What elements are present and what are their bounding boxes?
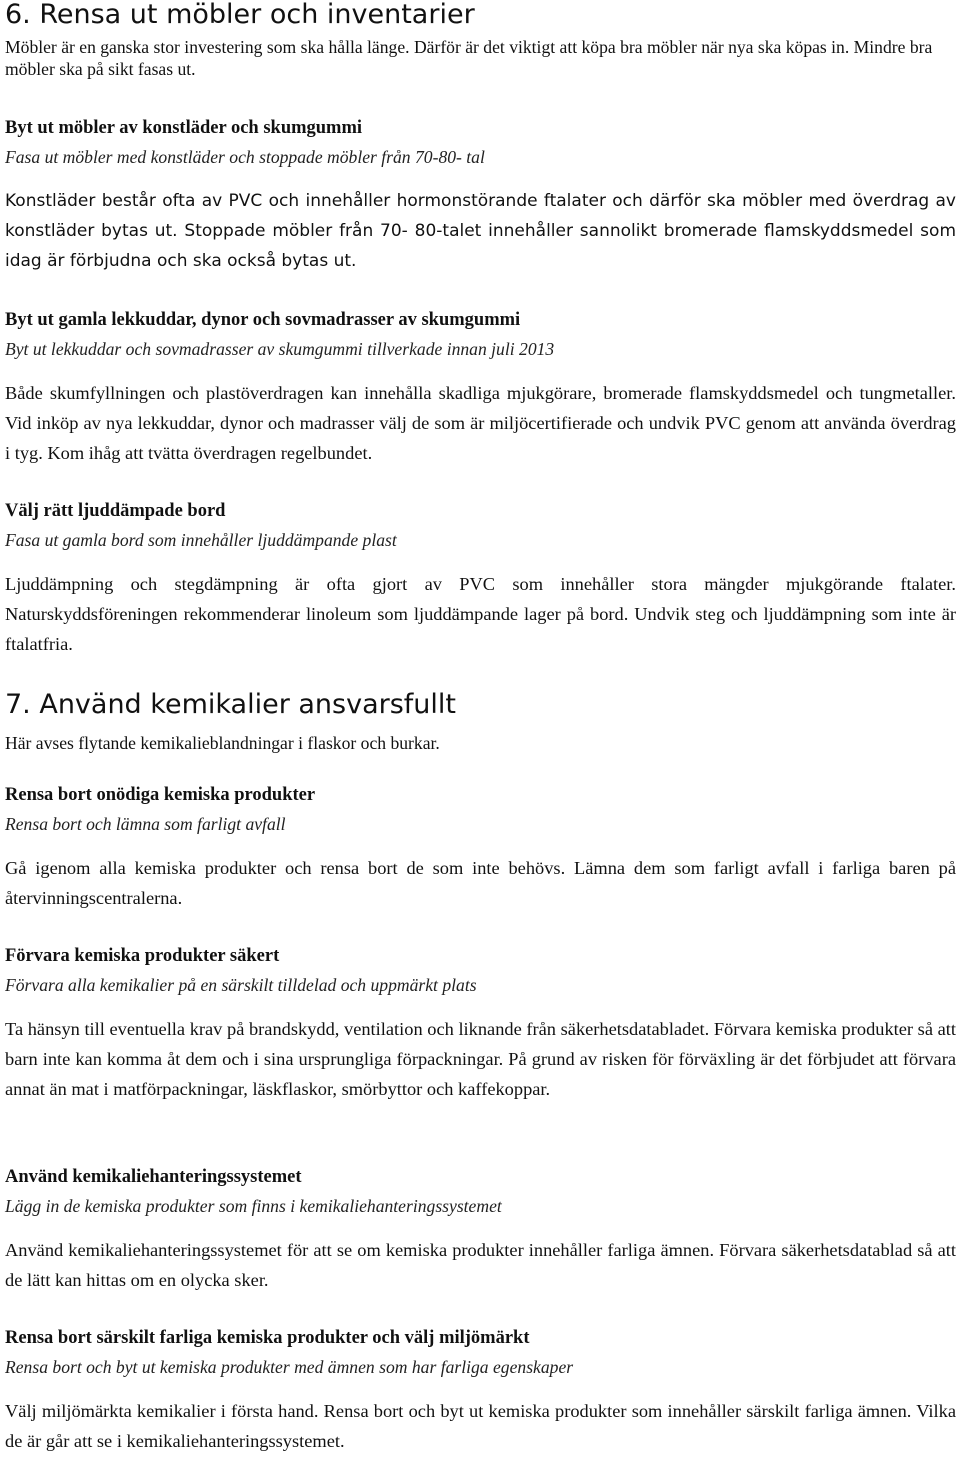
subsection-subtitle: Byt ut lekkuddar och sovmadrasser av skumgummi tillverkade innan juli 2013 bbox=[5, 339, 555, 359]
subsection-body: Välj miljömärkta kemikalier i första hand. Rensa bort och byt ut kemiska produkter som innehåller särskilt farliga ämnen. Vilka de är går att se i kemikaliehanteringssystemet. bbox=[5, 1401, 956, 1451]
subsection-konstlader bbox=[5, 117, 956, 276]
section-6-heading: 6. Rensa ut möbler och inventarier bbox=[5, 0, 475, 30]
subsection-body: Både skumfyllningen och plastöverdragen kan innehålla skadliga mjukgörare, bromerade flamskyddsmedel och tungmetaller. Vid inköp av nya lekkuddar, dynor och madrasser välj de som är miljöcertifierade och undvik PVC genom att använda överdrag i tyg. Kom ihåg att tvätta överdragen regelbundet. bbox=[5, 383, 956, 463]
subsection-body: Ljuddämpning och stegdämpning är ofta gjort av PVC som innehåller stora mängder mjukgörande ftalater. Naturskyddsföreningen rekommenderar linoleum som ljuddämpande lager på bord. Undvik steg och ljuddämpning som inte är ftalatfria. bbox=[5, 574, 956, 654]
subsection-kemikaliehantering bbox=[5, 1166, 956, 1295]
subsection-lekkuddar bbox=[5, 309, 956, 468]
subsection-sarskilt-farliga bbox=[5, 1327, 956, 1456]
subsection-bord bbox=[5, 500, 956, 659]
subsection-subtitle: Rensa bort och byt ut kemiska produkter med ämnen som har farliga egenskaper bbox=[5, 1357, 574, 1377]
subsection-body: Använd kemikaliehanteringssystemet för att se om kemiska produkter innehåller farliga ämnen. Förvara säkerhetsdatablad så att de lätt kan hittas om en olycka sker. bbox=[5, 1240, 956, 1290]
subsection-subtitle: Förvara alla kemikalier på en särskilt tilldelad och uppmärkt plats bbox=[5, 975, 477, 995]
subsection-title: Använd kemikaliehanteringssystemet bbox=[5, 1167, 302, 1187]
subsection-title: Byt ut gamla lekkuddar, dynor och sovmadrasser av skumgummi bbox=[5, 310, 521, 330]
subsection-rensa-onodiga bbox=[5, 784, 956, 913]
subsection-title: Byt ut möbler av konstläder och skumgummi bbox=[5, 118, 363, 138]
subsection-body: Konstläder består ofta av PVC och innehåller hormonstörande ftalater och därför ska möbler med överdrag av konstläder bytas ut. Stoppade möbler från 70- 80-talet innehåller sannolikt bromerade flamskyddsmedel som idag är förbjudna och ska också bytas ut. bbox=[5, 191, 956, 271]
subsection-body: Gå igenom alla kemiska produkter och rensa bort de som inte behövs. Lämna dem som farligt avfall i farliga baren på återvinningscentralerna. bbox=[5, 858, 956, 908]
document-page bbox=[5, 0, 956, 1451]
subsection-forvara bbox=[5, 945, 956, 1104]
subsection-title: Rensa bort särskilt farliga kemiska produkter och välj miljömärkt bbox=[5, 1328, 530, 1348]
section-7-heading: 7. Använd kemikalier ansvarsfullt bbox=[5, 689, 456, 720]
subsection-subtitle: Fasa ut gamla bord som innehåller ljuddämpande plast bbox=[5, 530, 397, 550]
section-7-intro: Här avses flytande kemikalieblandningar i flaskor och burkar. bbox=[5, 733, 440, 753]
subsection-title: Välj rätt ljuddämpade bord bbox=[5, 501, 226, 521]
subsection-body: Ta hänsyn till eventuella krav på brandskydd, ventilation och liknande från säkerhetsdatabladet. Förvara kemiska produkter så att barn inte kan komma åt dem och i sina ursprungliga förpackningar. På grund av risken för förväxling är det förbjudet att förvara annat än mat i matförpackningar, läskflaskor, smörbyttor och kaffekoppar. bbox=[5, 1019, 956, 1099]
subsection-subtitle: Lägg in de kemiska produkter som finns i kemikaliehanteringssystemet bbox=[5, 1196, 502, 1216]
subsection-title: Rensa bort onödiga kemiska produkter bbox=[5, 785, 316, 805]
section-6-intro: Möbler är en ganska stor investering som ska hålla länge. Därför är det viktigt att köpa bra möbler när nya ska köpas in. Mindre bra möbler ska på sikt fasas ut. bbox=[5, 37, 933, 79]
subsection-subtitle: Rensa bort och lämna som farligt avfall bbox=[5, 814, 286, 834]
section-7 bbox=[5, 690, 956, 754]
subsection-subtitle: Fasa ut möbler med konstläder och stoppade möbler från 70-80- tal bbox=[5, 147, 485, 167]
subsection-title: Förvara kemiska produkter säkert bbox=[5, 946, 280, 966]
